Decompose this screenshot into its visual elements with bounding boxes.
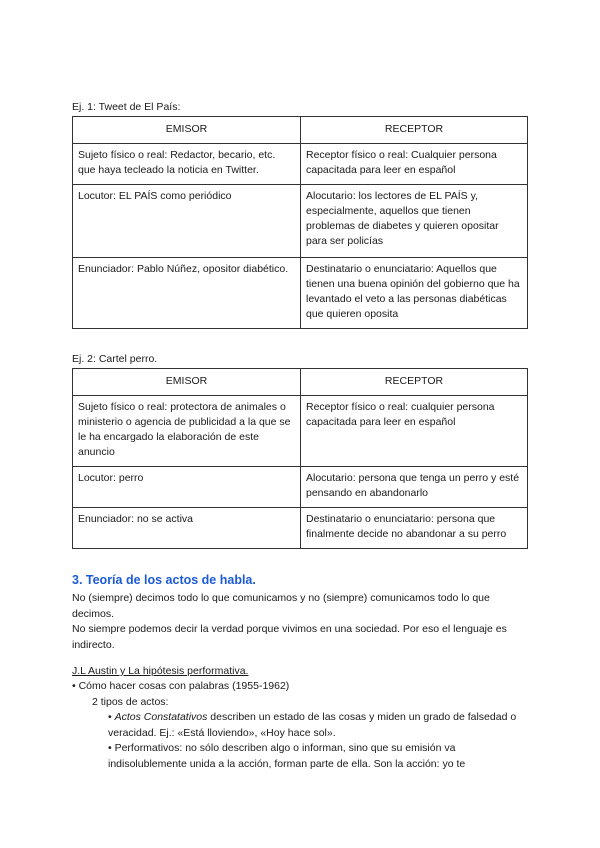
table-cell: Locutor: perro (73, 467, 301, 508)
list-item: • Performativos: no sólo describen algo o informan, sino que su emisión va indisolublemente unida a la acción, forman parte de ella. Son la acción: yo te (108, 742, 466, 770)
bullet-item: • Cómo hacer cosas con palabras (1955-1962) (72, 680, 290, 692)
table-cell: Enunciador: no se activa (73, 508, 301, 549)
bullet-glyph: • (108, 711, 115, 723)
receptor-header: RECEPTOR (301, 117, 528, 144)
example-2-caption: Ej. 2: Cartel perro. (72, 353, 158, 365)
table-cell: Alocutario: persona que tenga un perro y esté pensando en abandonarlo (301, 467, 528, 508)
table-cell: Receptor físico o real: cualquier persona capacitada para leer en español (301, 396, 528, 467)
section-title: 3. Teoría de los actos de habla. (72, 573, 256, 587)
list-item (108, 710, 528, 741)
table-cell: Sujeto físico o real: protectora de animales o ministerio o agencia de publicidad a la que se le ha encargado la elaboración de este anuncio (73, 396, 301, 467)
table-cell: Destinatario o enunciatario: Aquellos que tienen una buena opinión del gobierno que ha levantado el veto a las personas diabéticas que quieren oposita (301, 258, 528, 329)
table-cell: Destinatario o enunciatario: persona que finalmente decide no abandonar a su perro (301, 508, 528, 549)
table-cell: Locutor: EL PAÍS como periódico (73, 185, 301, 258)
example-1-caption: Ej. 1: Tweet de El País: (72, 101, 181, 113)
paragraph: No (siempre) decimos todo lo que comunicamos y no (siempre) comunicamos todo lo que decimos. (72, 592, 490, 620)
table-cell: Enunciador: Pablo Núñez, opositor diabético. (73, 258, 301, 329)
emisor-header: EMISOR (73, 117, 301, 144)
emisor-header: EMISOR (73, 369, 301, 396)
item-text: describen un estado de las cosas y miden un grado de falsedad o veracidad. Ej.: «Está lloviendo», «Hoy hace sol». (108, 711, 517, 739)
term-italic: Actos Constatativos (114, 711, 208, 723)
table-cell: Receptor físico o real: Cualquier persona capacitada para leer en español (301, 144, 528, 185)
receptor-header: RECEPTOR (301, 369, 528, 396)
paragraph: No siempre podemos decir la verdad porque vivimos en una sociedad. Por eso el lenguaje es indirecto. (72, 623, 507, 651)
sub-item: 2 tipos de actos: (92, 696, 169, 708)
example-2-table (72, 368, 528, 549)
subheading: J.L Austin y La hipótesis performativa. (72, 665, 249, 677)
example-1-table (72, 116, 528, 329)
table-cell: Alocutario: los lectores de EL PAÍS y, especialmente, aquellos que tienen problemas de diabetes y quieren opositar para ser policías (301, 185, 528, 258)
table-cell: Sujeto físico o real: Redactor, becario, etc. que haya tecleado la noticia en Twitter. (73, 144, 301, 185)
